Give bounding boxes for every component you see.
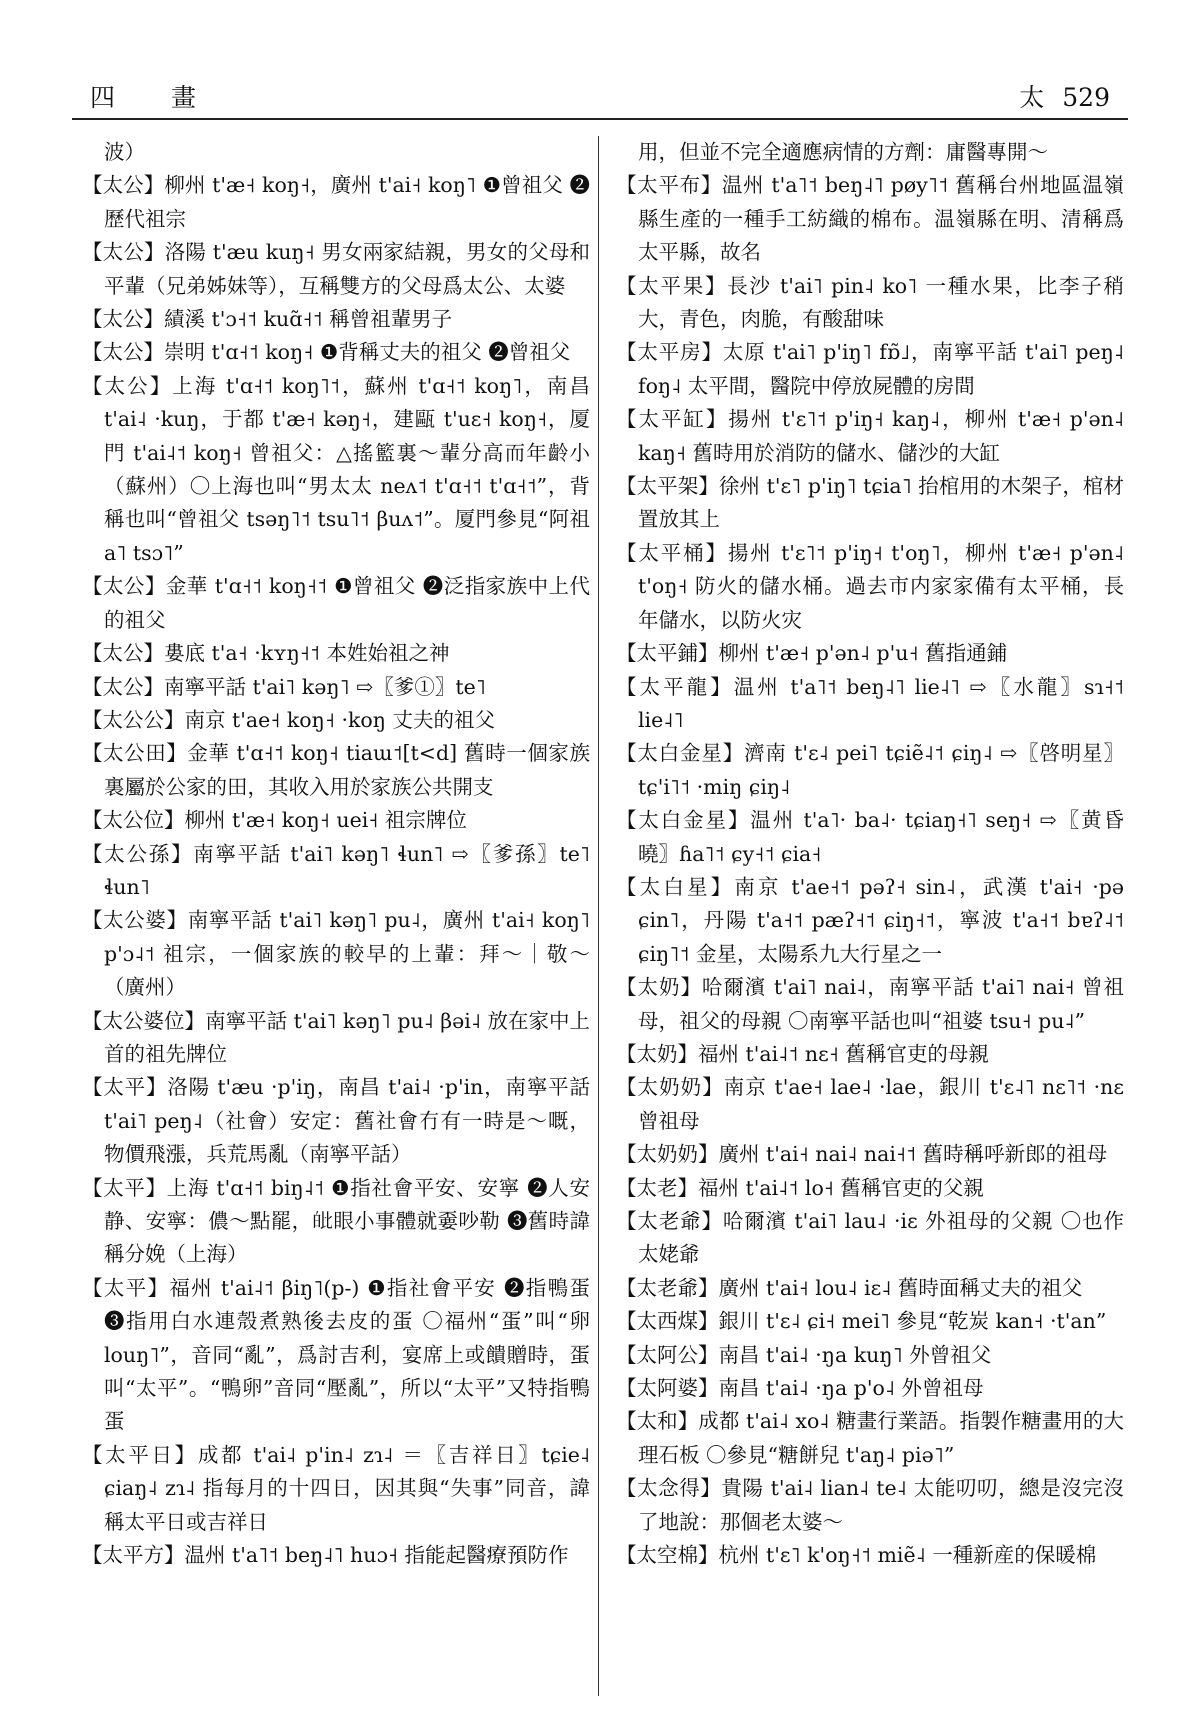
dictionary-entry: 【太和】成都 t'ai˨ xo˨ 糖畫行業語。指製作糖畫用的大理石板 〇參見“糖餅兒 t'aŋ˨ piə˥” <box>616 1409 1124 1467</box>
dictionary-entry: 【太平桶】揚州 t'ɛ˥˦ p'iŋ˧ t'oŋ˥，柳州 t'æ˧ p'ən˨ t'oŋ˧ 防火的儲水桶。過去市内家家備有太平桶，長年儲水，以防火灾 <box>616 540 1124 632</box>
dictionary-entry: 【太平架】徐州 t'ɛ˥ p'iŋ˥ tɕia˥ 抬棺用的木架子，棺材置放其上 <box>616 474 1124 532</box>
dictionary-entry: 【太公】金華 t'ɑ˧˦ koŋ˧˦ ❶曾祖父 ❷泛指家族中上代的祖父 <box>82 574 590 632</box>
dictionary-entry: 【太白金星】温州 t'a˥· ba˨· tɕiaŋ˧˥ seŋ˧ ⇨〖黄昏曉〗ɦa˥˦ ɕy˧˦ ɕia˧ <box>616 808 1124 866</box>
dictionary-entry: 【太平日】成都 t'ai˨ p'in˨ zɿ˨ ＝〖吉祥日〗tɕie˨ ɕiaŋ˨ zɿ˨ 指每月的十四日，因其與“失事”同音，諱稱太平日或吉祥日 <box>82 1442 590 1534</box>
dictionary-entry: 【太白金星】濟南 t'ɛ˨ pei˥ tɕiẽ˨˦ ɕiŋ˨ ⇨〖啓明星〗tɕ'i˥˦ ·miŋ ɕiŋ˨ <box>616 741 1124 799</box>
dictionary-entry: 【太阿婆】南昌 t'ai˨ ·ŋa p'o˨ 外曾祖母 <box>616 1376 984 1401</box>
dictionary-body <box>72 136 1128 1696</box>
page-header <box>72 72 1128 120</box>
left-column <box>82 136 590 1696</box>
dictionary-entry: 【太公公】南京 t'ae˧ koŋ˧ ·koŋ 丈夫的祖父 <box>82 707 495 732</box>
running-head <box>1019 78 1110 114</box>
dictionary-entry: 【太奶】福州 t'ai˨˦ nɛ˧ 舊稱官吏的母親 <box>616 1041 989 1066</box>
dictionary-entry: 【太公孫】南寧平話 t'ai˥ kəŋ˥ ɬun˥ ⇨〖爹孫〗te˥ ɬun˥ <box>82 841 590 899</box>
column-divider <box>598 136 599 1696</box>
dictionary-entry: 【太老】福州 t'ai˨˦ lo˧ 舊稱官吏的父親 <box>616 1175 984 1200</box>
dictionary-entry: 【太公】績溪 t'ɔ˧˦ kuɑ̃˧˦ 稱曾祖輩男子 <box>82 307 453 332</box>
right-column <box>616 136 1124 1696</box>
dictionary-entry: 【太公位】柳州 t'æ˧ koŋ˧ uei˧ 祖宗牌位 <box>82 808 467 833</box>
section-label: 四 畫 <box>90 83 220 112</box>
dictionary-entry: 【太平方】温州 t'a˥˦ beŋ˨˥ huɔ˧ 指能起醫療預防作 <box>82 1543 569 1568</box>
dictionary-entry: 【太奶奶】廣州 t'ai˧ nai˨ nai˧˦ 舊時稱呼新郎的祖母 <box>616 1142 1108 1167</box>
dictionary-entry: 【太念得】貴陽 t'ai˨ lian˨ te˨ 太能叨叨，總是沒完沒了地說：那個老太婆～ <box>616 1476 1124 1534</box>
dictionary-entry: 【太公】南寧平話 t'ai˥ kəŋ˥ ⇨〖爹①〗te˥ <box>82 674 486 699</box>
head-character: 太 <box>1019 83 1045 112</box>
dictionary-entry: 【太公婆】南寧平話 t'ai˥ kəŋ˥ pu˨，廣州 t'ai˧ koŋ˥ p'ɔ˨˦ 祖宗，一個家族的較早的上輩：拜～｜敬～（廣州） <box>82 908 590 1000</box>
dictionary-entry: 【太公田】金華 t'ɑ˧˦ koŋ˧ tiaɯ˦[t<d] 舊時一個家族裏屬於公家的田，其收入用於家族公共開支 <box>82 741 590 799</box>
dictionary-entry: 【太奶奶】南京 t'ae˧ lae˨ ·lae，銀川 t'ɛ˨˥ nɛ˥˦ ·nɛ 曾祖母 <box>616 1075 1124 1133</box>
dictionary-entry: 【太公】柳州 t'æ˧ koŋ˧，廣州 t'ai˧ koŋ˥ ❶曾祖父 ❷歷代祖宗 <box>82 173 590 231</box>
dictionary-entry: 【太平龍】温州 t'a˥˦ beŋ˨˥ lie˨˥ ⇨〖水龍〗sɿ˧˦ lie˨˥ <box>616 674 1124 732</box>
dictionary-entry: 【太老爺】哈爾濱 t'ai˥ lau˨ ·iɛ 外祖母的父親 〇也作太姥爺 <box>616 1209 1124 1267</box>
dictionary-entry: 【太平果】長沙 t'ai˥ pin˨ ko˥ 一種水果，比李子稍大，青色，肉脆，有酸甜味 <box>616 273 1124 332</box>
dictionary-entry: 【太公】崇明 t'ɑ˧˦ koŋ˧ ❶背稱丈夫的祖父 ❷曾祖父 <box>82 340 571 365</box>
dictionary-entry: 【太平】上海 t'ɑ˧˦ biŋ˨˦ ❶指社會平安、安寧 ❷人安静、安寧：儂～點罷，𤽊眼小事體就嫑吵勒 ❸舊時諱稱分娩（上海） <box>82 1175 590 1267</box>
dictionary-entry: 【太白星】南京 t'ae˧˦ pəʔ˧ sin˨，武漢 t'ai˧ ·pə ɕin˥，丹陽 t'a˧˦ pæʔ˧˦ ɕiŋ˧˦，寧波 t'a˧˦ bɐʔ˨˦ ɕiŋ˥˦ 金星，太陽系九大行星之一 <box>616 874 1124 966</box>
dictionary-entry: 【太平房】太原 t'ai˥ p'iŋ˥ fɒ̃˩，南寧平話 t'ai˥ peŋ˨ foŋ˨ 太平間，醫院中停放屍體的房間 <box>616 340 1124 398</box>
dictionary-entry: 【太平布】温州 t'a˥˦ beŋ˨˥ pøy˥˦ 舊稱台州地區温嶺縣生產的一種手工紡織的棉布。温嶺縣在明、清稱爲太平縣，故名 <box>616 173 1124 265</box>
dictionary-entry: 【太空棉】杭州 t'ɛ˥ k'oŋ˧˦ miẽ˨ 一種新産的保暖棉 <box>616 1543 1097 1568</box>
dictionary-entry: 波） <box>104 140 145 164</box>
dictionary-entry: 【太公婆位】南寧平話 t'ai˥ kəŋ˥ pu˨ βəi˨ 放在家中上首的祖先牌位 <box>82 1008 590 1066</box>
dictionary-entry: 【太公】洛陽 t'æu kuŋ˧ 男女兩家結親，男女的父母和平輩（兄弟姊妹等），互稱雙方的父母爲太公、太婆 <box>82 240 590 298</box>
dictionary-entry: 【太阿公】南昌 t'ai˨ ·ŋa kuŋ˥ 外曾祖父 <box>616 1342 992 1367</box>
page-number: 529 <box>1062 83 1110 112</box>
dictionary-entry: 【太平】洛陽 t'æu ·p'iŋ，南昌 t'ai˨ ·p'in，南寧平話 t'ai˥ peŋ˨（社會）安定：舊社會冇有一時是～嘅，物價飛漲，兵荒馬亂（南寧平話） <box>82 1075 590 1167</box>
dictionary-entry: 用，但並不完全適應病情的方劑：庸醫專開～ <box>638 140 1048 164</box>
dictionary-entry: 【太公】上海 t'ɑ˧˦ koŋ˥˦，蘇州 t'ɑ˧˦ koŋ˥，南昌 t'ai˨ ·kuŋ，于都 t'æ˧ kəŋ˧，建甌 t'uɛ˧ koŋ˧，厦門 t'ai˨˦ koŋ˧ 曾祖父：△搖籃裏～輩分高而年齡小（蘇州）〇上海也叫“男太太 neʌ˦ t'ɑ˧˦ t'ɑ˧˦”，背稱也叫“曾祖父 tsəŋ˥˦ tsu˥˦ βuʌ˦”。厦門參見“阿祖 a˥ tsɔ˥” <box>82 373 590 565</box>
dictionary-entry: 【太平鋪】柳州 t'æ˧ p'ən˨ p'u˧ 舊指通鋪 <box>616 641 1008 666</box>
dictionary-entry: 【太平】福州 t'ai˨˦ βiŋ˥(p-) ❶指社會平安 ❷指鴨蛋 ❸指用白水連殼煮熟後去皮的蛋 〇福州“蛋”叫“卵 louŋ˥”，音同“亂”，爲討吉利，宴席上或饋贈時，蛋叫“太平”。“鴨卵”音同“壓亂”，所以“太平”又特指鴨蛋 <box>82 1275 590 1434</box>
dictionary-entry: 【太公】婁底 t'a˧ ·kʏŋ˧˦ 本姓始祖之神 <box>82 641 450 666</box>
dictionary-entry: 【太平缸】揚州 t'ɛ˥˦ p'iŋ˧ kaŋ˨，柳州 t'æ˧ p'ən˨ kaŋ˧ 舊時用於消防的儲水、儲沙的大缸 <box>616 407 1124 465</box>
dictionary-entry: 【太老爺】廣州 t'ai˧ lou˨ iɛ˨ 舊時面稱丈夫的祖父 <box>616 1275 1083 1300</box>
dictionary-entry: 【太西煤】銀川 t'ɛ˨ ɕi˧ mei˥ 參見“乾炭 kan˧ ·t'an” <box>616 1309 1107 1334</box>
dictionary-entry: 【太奶】哈爾濱 t'ai˥ nai˨，南寧平話 t'ai˥ nai˧ 曾祖母，祖父的母親 〇南寧平話也叫“祖婆 tsu˧ pu˨” <box>616 975 1124 1033</box>
